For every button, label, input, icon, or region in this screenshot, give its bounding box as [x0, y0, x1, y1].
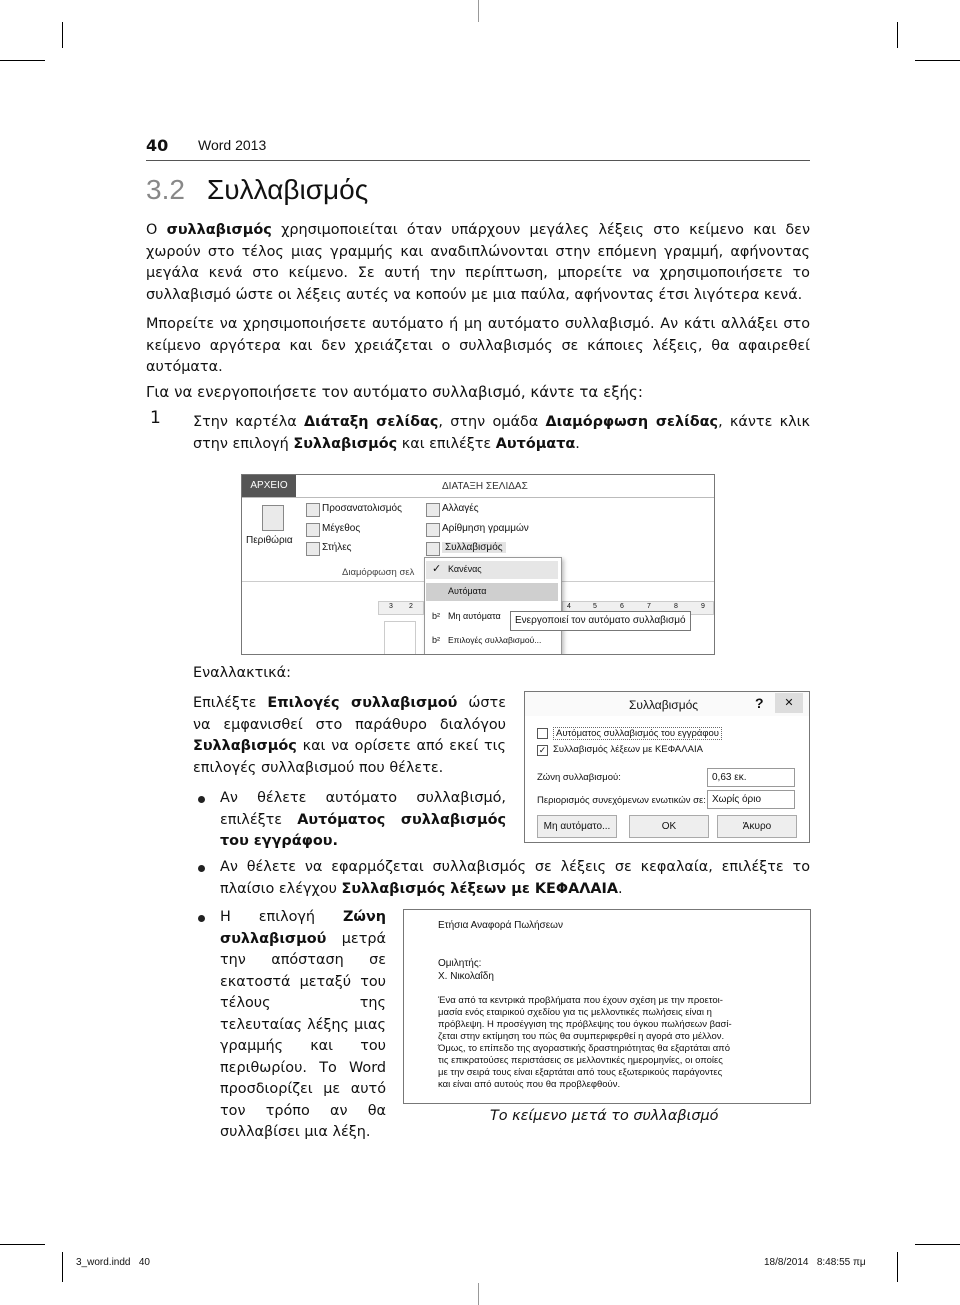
tab-file[interactable]: ΑΡΧΕΙΟ	[242, 475, 296, 497]
cancel-button[interactable]: Άκυρο	[717, 815, 797, 838]
help-icon[interactable]: ?	[755, 695, 764, 711]
options-icon: b²	[432, 635, 441, 645]
sample-line: με την σειρά τους είναι εξαρτάται από τους εξωτερικούς παράγοντες	[438, 1067, 723, 1078]
bullet-2-text: Αν θέλετε να εφαρμόζεται συλλαβισμός σε λέξεις σε κεφαλαία, επιλέξτε το πλαίσιο ελέγχου Συλλαβισμός λέξεων με ΚΕΦΑΛΑΙΑ.	[220, 859, 810, 897]
dialog-title: Συλλαβισμός	[629, 698, 699, 712]
orientation-icon	[306, 503, 320, 517]
hyphenation-menu	[424, 557, 562, 655]
menu-item-none[interactable]: ✓ Κανένας	[426, 561, 558, 579]
close-icon[interactable]: ✕	[775, 693, 803, 713]
crop-mark	[897, 1252, 898, 1282]
crop-mark	[62, 22, 63, 48]
ruler-tick: 8	[674, 603, 678, 610]
speaker-label: Ομιλητής:	[438, 958, 482, 969]
breaks-button[interactable]: Αλλαγές	[442, 503, 479, 514]
menu-item-manual[interactable]: b² Μη αυτόματα	[432, 611, 501, 621]
running-title: Word 2013	[198, 137, 267, 153]
intro-paragraph-1: Ο συλλαβισμός χρησιμοποιείται όταν υπάρχουν μεγάλες λέξεις στο κείμενο και δεν χωρούν στο τέλος μιας γραμμής και αναδιπλώνονται στην επόμενη γραμμή, αφήνοντας μεγάλα κενά στο κείμενο. Σε αυτή την περίπτωση, μπορείτε να χρησιμοποιήσετε το συλλαβισμό ώστε οι λέξεις αυτές να κοπούν με μια παύλα, αφήνοντας έτσι λιγότερα κενά.	[146, 222, 811, 303]
columns-icon	[306, 542, 320, 556]
hyphenation-dialog	[524, 691, 810, 843]
tab-page-layout[interactable]: ΔΙΑΤΑΞΗ ΣΕΛΙΔΑΣ	[442, 481, 528, 492]
ok-button[interactable]: OK	[629, 815, 709, 838]
footer-file: 3_word.indd 40	[76, 1257, 150, 1268]
bullet-icon	[198, 915, 205, 922]
sample-line: ζεται στην εκτίμηση του πώς θα συμπεριφερθεί η αγορά στο μέλλον.	[438, 1031, 725, 1042]
manual-icon: b²	[432, 611, 441, 621]
intro-paragraph-2: Μπορείτε να χρησιμοποιήσετε αυτόματο ή μη αυτόματο συλλαβισμό. Αν κάτι αλλάξει στο κείμενο αργότερα και δεν χρειάζεται ο συλλαβισμός σε κάποιες λέξεις, θα αφαιρεθεί αυτόματα.	[146, 316, 810, 375]
bullet-1-text: Αν θέλετε αυτόματο συλλαβισμό, επιλέξτε Αυτόματος συλλαβισμός του εγγράφου.	[220, 790, 506, 849]
margins-icon	[262, 505, 284, 531]
section-title: Συλλαβισμός	[207, 174, 369, 205]
sample-line: μασία ενός εταιρικού σχεδίου για τις μελλοντικές πωλήσεις είναι η	[438, 1007, 712, 1018]
auto-hyphenate-checkbox[interactable]	[537, 728, 548, 739]
ruler-tick: 5	[593, 603, 597, 610]
sample-line: πρόβλεψη. Η προσέγγιση της πρόβλεψης του όγκου πωλήσεων βασί-	[438, 1019, 732, 1030]
sample-line: Ένα από τα κεντρικά προβλήματα που έχουν σχέση με την προετοι-	[438, 995, 723, 1006]
zone-label: Ζώνη συλλαβισμού:	[537, 772, 621, 783]
manual-button[interactable]: Μη αυτόματο...	[537, 815, 617, 838]
header-rule	[146, 160, 810, 161]
page-edge	[384, 621, 416, 655]
step-1-text: Στην καρτέλα Διάταξη σελίδας, στην ομάδα Διαμόρφωση σελίδας, κάντε κλικ στην επιλογή Συλλαβισμός και επιλέξτε Αυτόματα.	[193, 414, 810, 452]
footer-timestamp: 18/8/2014 8:48:55 πμ	[764, 1257, 866, 1268]
crop-mark	[0, 60, 45, 61]
line-numbers-icon	[426, 523, 440, 537]
hyphenation-button[interactable]: Συλλαβισμός	[442, 542, 506, 553]
columns-button[interactable]: Στήλες	[322, 542, 352, 553]
speaker-name: Χ. Νικολαΐδη	[438, 971, 494, 982]
limit-input[interactable]: Χωρίς όριο	[707, 790, 795, 809]
sample-line: και είναι από αυτούς που θα προβλεφθούν.	[438, 1079, 621, 1090]
tooltip: Ενεργοποιεί τον αυτόματο συλλαβισμό	[510, 611, 691, 631]
bullet-icon	[198, 796, 205, 803]
zone-input[interactable]: 0,63 εκ.	[707, 768, 795, 787]
tab-divider	[242, 497, 714, 498]
check-icon: ✓	[432, 563, 442, 575]
ruler-tick: 3	[389, 603, 393, 610]
margins-button[interactable]: Περιθώρια	[246, 535, 293, 546]
caps-hyphenate-checkbox[interactable]: ✓	[538, 745, 547, 755]
page-number: 40	[146, 136, 169, 155]
line-numbers-button[interactable]: Αρίθμηση γραμμών	[442, 523, 529, 534]
crop-mark	[915, 60, 960, 61]
ruler-tick: 2	[409, 603, 413, 610]
menu-item-automatic[interactable]: Αυτόματα	[426, 583, 558, 601]
crop-mark	[0, 1244, 45, 1245]
sample-line: Όμως, το επίπεδο της αγοραστικής δραστηριότητας θα εξαρτάται από	[438, 1043, 731, 1054]
breaks-icon	[426, 503, 440, 517]
step-number: 1	[150, 408, 161, 428]
hyphenation-icon	[426, 542, 440, 556]
size-icon	[306, 523, 320, 537]
sample-line: τις επικρατούσες περιστάσεις σε μελλοντικές ημερομηνίες, οι οποίες	[438, 1055, 723, 1066]
limit-label: Περιορισμός συνεχόμενων ενωτικών σε:	[537, 795, 706, 806]
ribbon-screenshot	[241, 474, 715, 655]
sample-document	[403, 909, 811, 1104]
crop-mark	[62, 1252, 63, 1282]
alt-paragraph: Επιλέξτε Επιλογές συλλαβισμού ώστε να εμφανισθεί στο παράθυρο διαλόγου Συλλαβισμός και να ορίσετε από εκεί τις επιλογές συλλαβισμού που θέλετε.	[193, 695, 506, 776]
ruler-tick: 6	[620, 603, 624, 610]
group-label: Διαμόρφωση σελ	[342, 567, 415, 578]
section-number: 3.2	[146, 174, 185, 205]
size-button[interactable]: Μέγεθος	[322, 523, 361, 534]
ruler-tick: 4	[567, 603, 571, 610]
alt-label: Εναλλακτικά:	[193, 665, 291, 681]
auto-hyphenate-label[interactable]: Αυτόματος συλλαβισμός του εγγράφου	[553, 727, 722, 740]
crop-mark	[478, 0, 479, 22]
caps-hyphenate-label[interactable]: Συλλαβισμός λέξεων με ΚΕΦΑΛΑΙΑ	[553, 744, 703, 755]
sample-caption: Το κείμενο μετά το συλλαβισμό	[490, 1108, 719, 1124]
menu-item-options[interactable]: b² Επιλογές συλλαβισμού...	[432, 635, 542, 645]
crop-mark	[478, 1283, 479, 1305]
orientation-button[interactable]: Προσανατολισμός	[322, 503, 402, 514]
bullet-icon	[198, 865, 205, 872]
sample-title: Ετήσια Αναφορά Πωλήσεων	[438, 920, 563, 931]
crop-mark	[915, 1244, 960, 1245]
ruler-tick: 9	[701, 603, 705, 610]
ruler-tick: 7	[647, 603, 651, 610]
intro-paragraph-3: Για να ενεργοποιήσετε τον αυτόματο συλλαβισμό, κάντε τα εξής:	[146, 383, 643, 401]
bullet-3-text: Η επιλογή Ζώνη συλλαβισμού μετρά την απόσταση σε εκατοστά μεταξύ του τέλους της τελευταίας λέξης μιας γραμμής και του περιθωρίου. Το Word προσδιορίζει με αυτό τον τρόπο αν θα συλλαβίσει μια λέξη.	[220, 909, 386, 1140]
ruler-left	[378, 601, 424, 615]
crop-mark	[897, 22, 898, 48]
